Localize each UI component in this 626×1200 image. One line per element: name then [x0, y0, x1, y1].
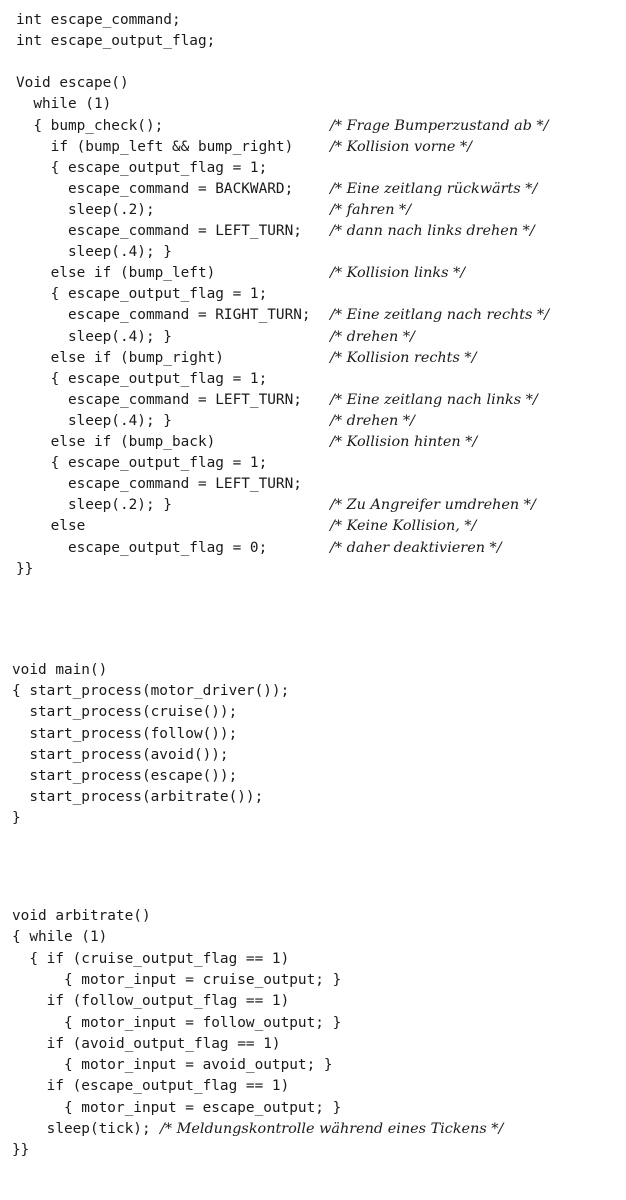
code-line: sleep(.4); }	[16, 413, 172, 429]
code-comment: /* Kollision hinten */	[330, 434, 478, 450]
code-line: sleep(.4); }	[16, 244, 172, 260]
code-line: start_process(escape());	[12, 768, 238, 784]
code-line: sleep(.2);	[16, 202, 155, 218]
code-line: }}	[16, 561, 34, 577]
code-line: start_process(arbitrate());	[12, 789, 264, 805]
code-comment: /* Kollision rechts */	[330, 350, 477, 366]
code-line: if (bump_left && bump_right)	[16, 139, 294, 155]
code-line: int escape_output_flag;	[16, 33, 216, 49]
code-comment: /* Kollision vorne */	[330, 139, 473, 155]
code-comment: /* Eine zeitlang nach links */	[330, 392, 538, 408]
code-line: Void escape()	[16, 75, 129, 91]
code-line: sleep(tick);	[12, 1121, 151, 1137]
code-line: void arbitrate()	[12, 908, 151, 924]
code-line: else if (bump_back)	[16, 434, 216, 450]
code-line: }}	[12, 1142, 30, 1158]
code-comment: /* drehen */	[330, 329, 415, 345]
code-line: escape_command = LEFT_TURN;	[16, 392, 302, 408]
code-line: { escape_output_flag = 1;	[16, 455, 268, 471]
code-line: if (avoid_output_flag == 1)	[12, 1036, 281, 1052]
code-line: { escape_output_flag = 1;	[16, 371, 268, 387]
code-line: escape_command = LEFT_TURN;	[16, 223, 302, 239]
code-line: if (follow_output_flag == 1)	[12, 993, 290, 1009]
code-line: start_process(avoid());	[12, 747, 229, 763]
code-line: else	[16, 518, 86, 534]
code-line: { bump_check();	[16, 118, 164, 134]
code-line: sleep(.2); }	[16, 497, 172, 513]
code-line: escape_command = RIGHT_TURN;	[16, 307, 311, 323]
code-line: if (escape_output_flag == 1)	[12, 1078, 290, 1094]
code-line: { motor_input = escape_output; }	[12, 1100, 342, 1116]
code-line: { while (1)	[12, 929, 108, 945]
code-comment: /* Eine zeitlang nach rechts */	[330, 307, 550, 323]
code-comment: /* daher deaktivieren */	[330, 540, 502, 556]
code-comment: /* Frage Bumperzustand ab */	[330, 118, 549, 134]
code-line: { motor_input = avoid_output; }	[12, 1057, 333, 1073]
code-line: while (1)	[16, 96, 112, 112]
code-comment: /* drehen */	[330, 413, 415, 429]
code-comment: /* Zu Angreifer umdrehen */	[330, 497, 536, 513]
code-comment: /* fahren */	[330, 202, 412, 218]
code-line: void main()	[12, 662, 108, 678]
code-line: { if (cruise_output_flag == 1)	[12, 951, 290, 967]
code-line: else if (bump_left)	[16, 265, 216, 281]
code-comment: /* Kollision links */	[330, 265, 466, 281]
code-line: sleep(.4); }	[16, 329, 172, 345]
code-comment: /* Meldungskontrolle während eines Tickens */	[160, 1121, 504, 1137]
code-line: start_process(cruise());	[12, 704, 238, 720]
code-comment: /* Keine Kollision, */	[330, 518, 477, 534]
code-line: escape_output_flag = 0;	[16, 540, 268, 556]
code-line: int escape_command;	[16, 12, 181, 28]
code-line: { escape_output_flag = 1;	[16, 160, 268, 176]
code-line: }	[12, 810, 21, 826]
code-comment: /* dann nach links drehen */	[330, 223, 535, 239]
code-line: { motor_input = cruise_output; }	[12, 972, 342, 988]
code-line: escape_command = LEFT_TURN;	[16, 476, 302, 492]
code-comment: /* Eine zeitlang rückwärts */	[330, 181, 538, 197]
code-line: { motor_input = follow_output; }	[12, 1015, 342, 1031]
code-line: else if (bump_right)	[16, 350, 224, 366]
code-line: start_process(follow());	[12, 726, 238, 742]
code-line: { start_process(motor_driver());	[12, 683, 290, 699]
code-line: { escape_output_flag = 1;	[16, 286, 268, 302]
code-line: escape_command = BACKWARD;	[16, 181, 294, 197]
